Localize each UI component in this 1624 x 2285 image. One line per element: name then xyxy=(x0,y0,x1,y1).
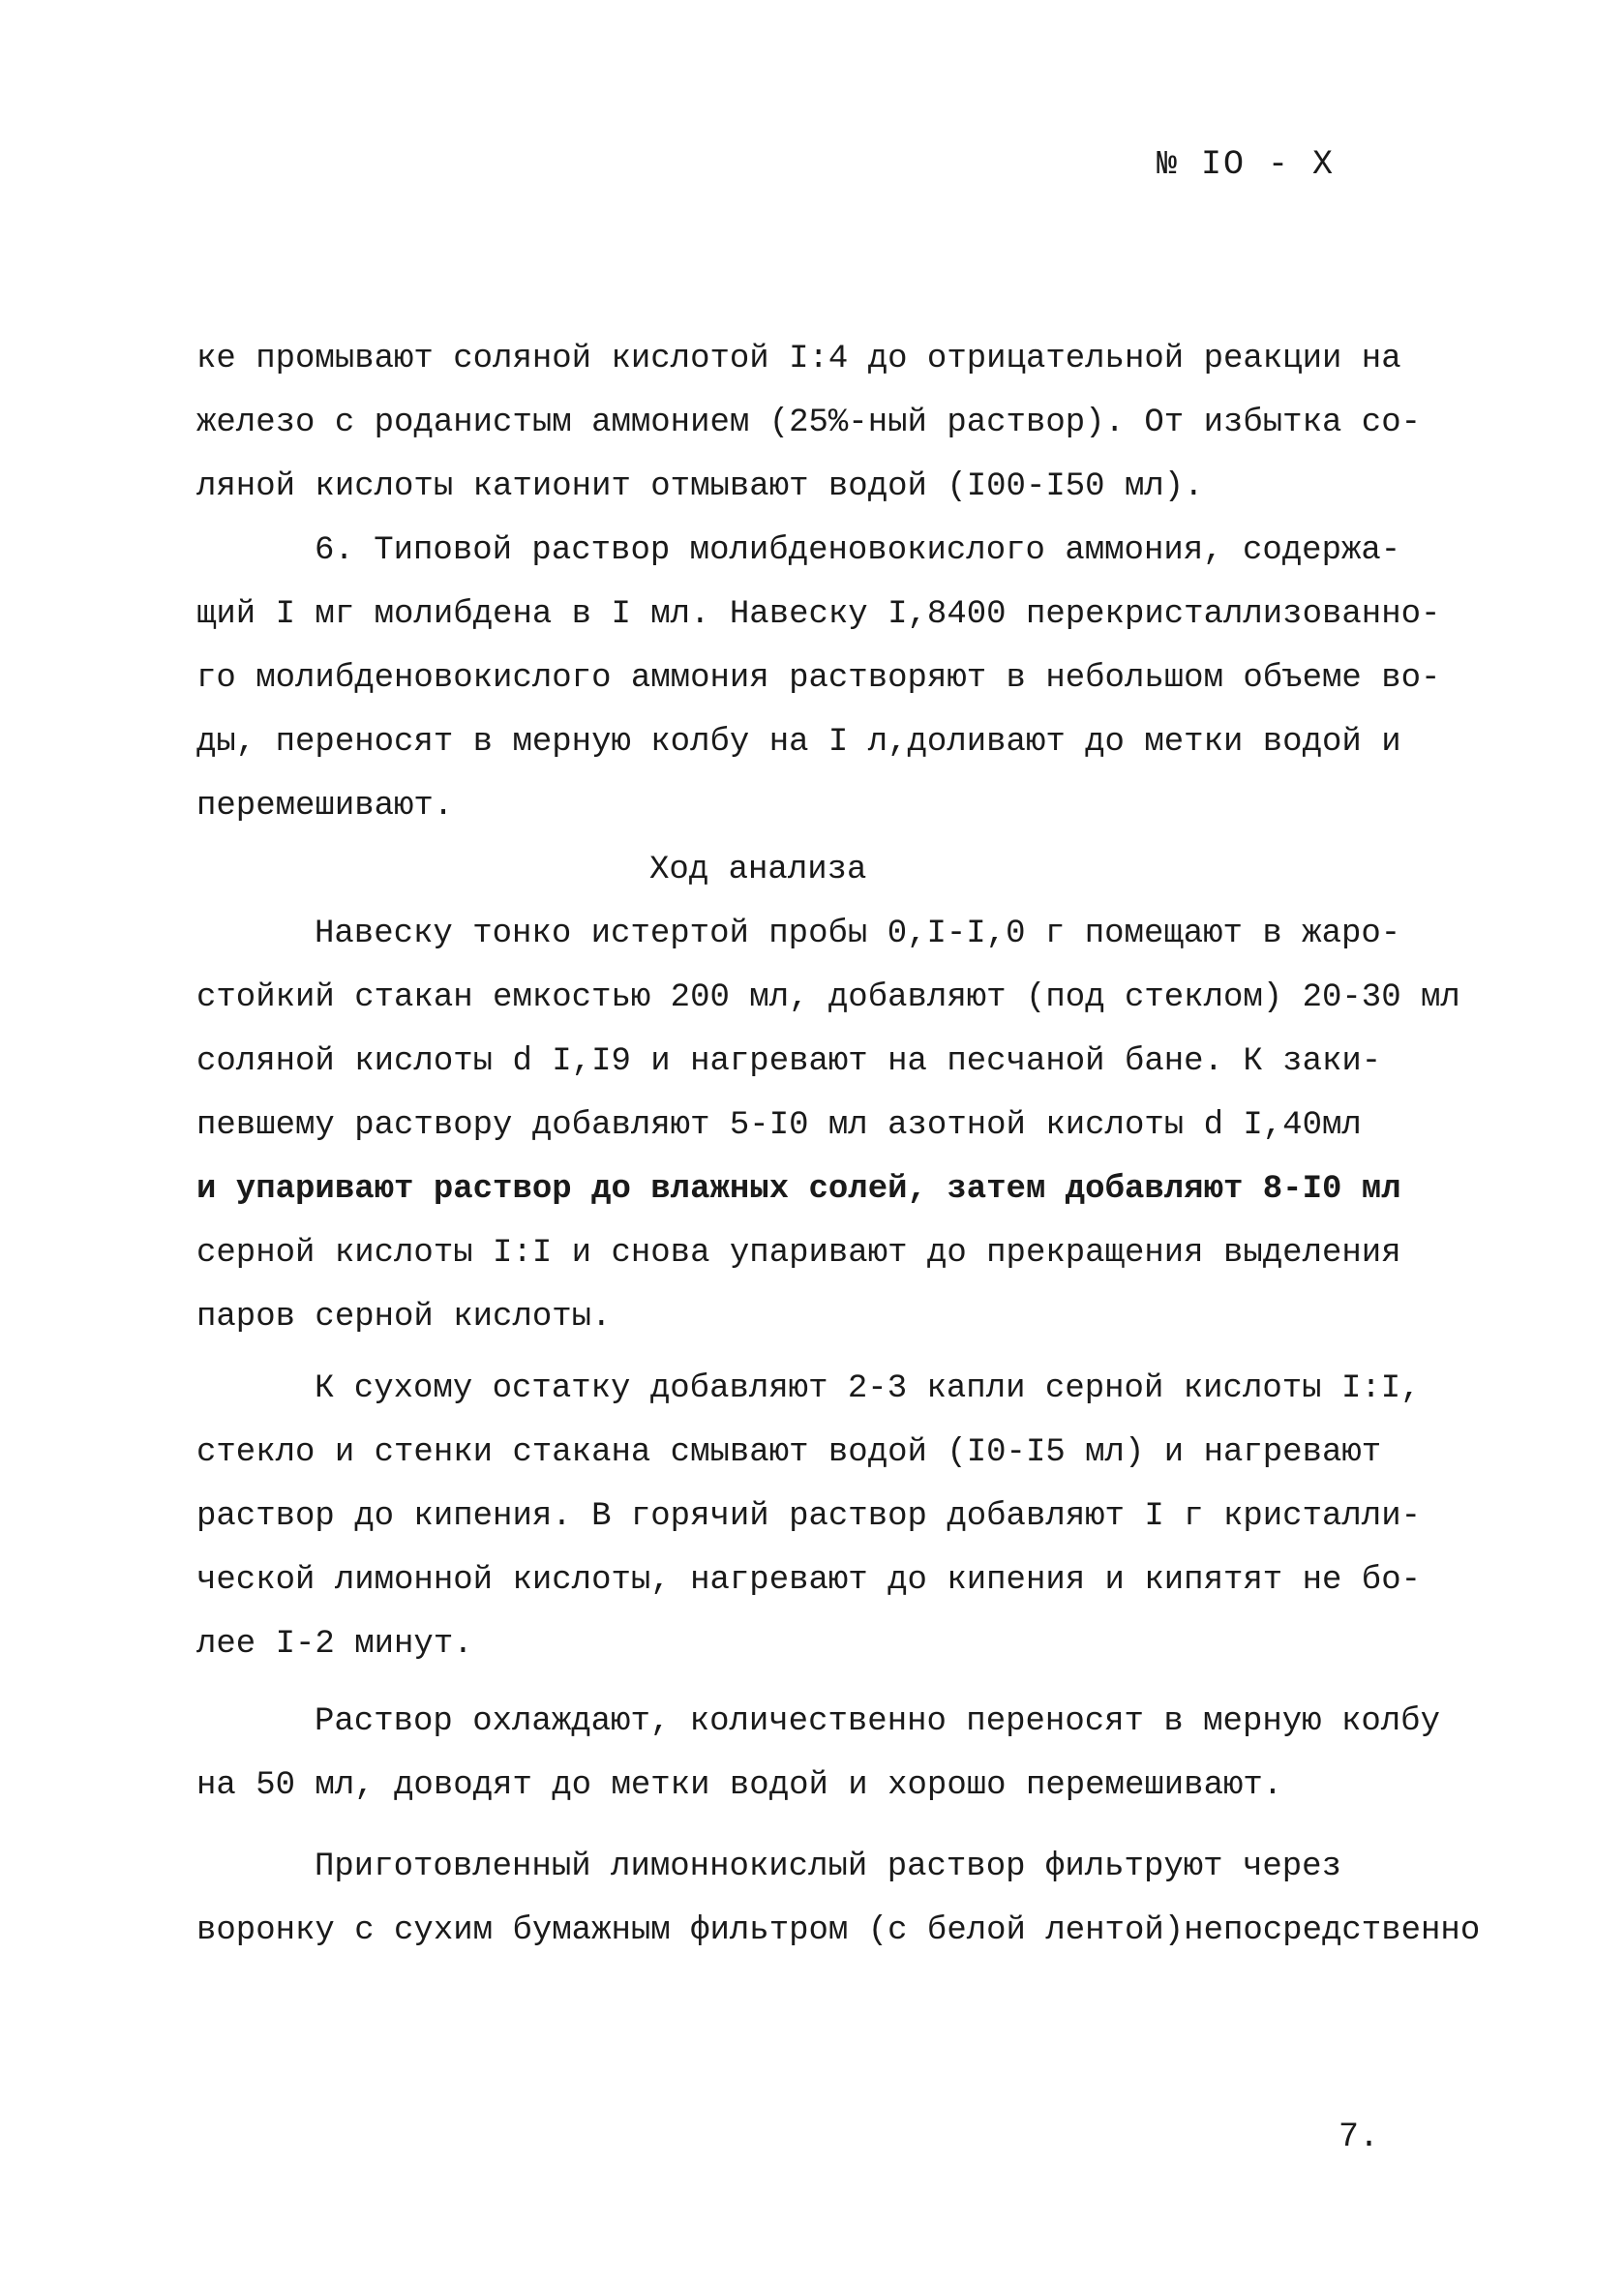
text-line: щий I мг молибдена в I мл. Навеску I,8400 перекристаллизованно- xyxy=(196,596,1441,633)
paragraph-start: Раствор охлаждают, количественно переносят в мерную колбу xyxy=(315,1703,1440,1740)
page-number: 7. xyxy=(1338,2118,1380,2156)
text-line: ды, переносят в мерную колбу на I л,доливают до метки водой и xyxy=(196,724,1401,761)
text-line: воронку с сухим бумажным фильтром (с белой лентой)непосредственно xyxy=(196,1912,1481,1949)
text-line: го молибденовокислого аммония растворяют в небольшом объеме во- xyxy=(196,660,1441,697)
paragraph-start: Навеску тонко истертой пробы 0,I-I,0 г помещают в жаро- xyxy=(315,916,1401,952)
text-line: ке промывают соляной кислотой I:4 до отрицательной реакции на xyxy=(196,341,1401,377)
text-line: стекло и стенки стакана смывают водой (I0-I5 мл) и нагревают xyxy=(196,1434,1382,1471)
section-heading: Ход анализа xyxy=(649,852,867,888)
text-line: серной кислоты I:I и снова упаривают до прекращения выделения xyxy=(196,1235,1401,1272)
text-line: лее I-2 минут. xyxy=(196,1626,473,1663)
paragraph-start: Приготовленный лимоннокислый раствор фильтруют через xyxy=(315,1849,1341,1885)
text-line: ляной кислоты катионит отмывают водой (I00-I50 мл). xyxy=(196,468,1204,505)
text-line: соляной кислоты d I,I9 и нагревают на песчаной бане. К заки- xyxy=(196,1043,1382,1080)
document-body xyxy=(196,327,1513,1963)
text-line: ческой лимонной кислоты, нагревают до кипения и кипятят не бо- xyxy=(196,1562,1422,1599)
text-line: певшему раствору добавляют 5-I0 мл азотной кислоты d I,40мл xyxy=(196,1107,1362,1144)
text-line: перемешивают. xyxy=(196,788,454,825)
text-line: и упаривают раствор до влажных солей, затем добавляют 8-I0 мл xyxy=(196,1171,1401,1208)
paragraph-6-start: 6. Типовой раствор молибденовокислого аммония, содержа- xyxy=(315,532,1401,569)
document-number: № IO - X xyxy=(1157,145,1336,184)
text-line: раствор до кипения. В горячий раствор добавляют I г кристалли- xyxy=(196,1498,1422,1535)
text-line: на 50 мл, доводят до метки водой и хорошо перемешивают. xyxy=(196,1767,1283,1804)
paragraph-start: К сухому остатку добавляют 2-3 капли серной кислоты I:I, xyxy=(315,1370,1421,1407)
text-line: паров серной кислоты. xyxy=(196,1299,612,1336)
text-line: стойкий стакан емкостью 200 мл, добавляют (под стеклом) 20-30 мл xyxy=(196,979,1460,1016)
text-line: железо с роданистым аммонием (25%-ный раствор). От избытка со- xyxy=(196,405,1422,441)
